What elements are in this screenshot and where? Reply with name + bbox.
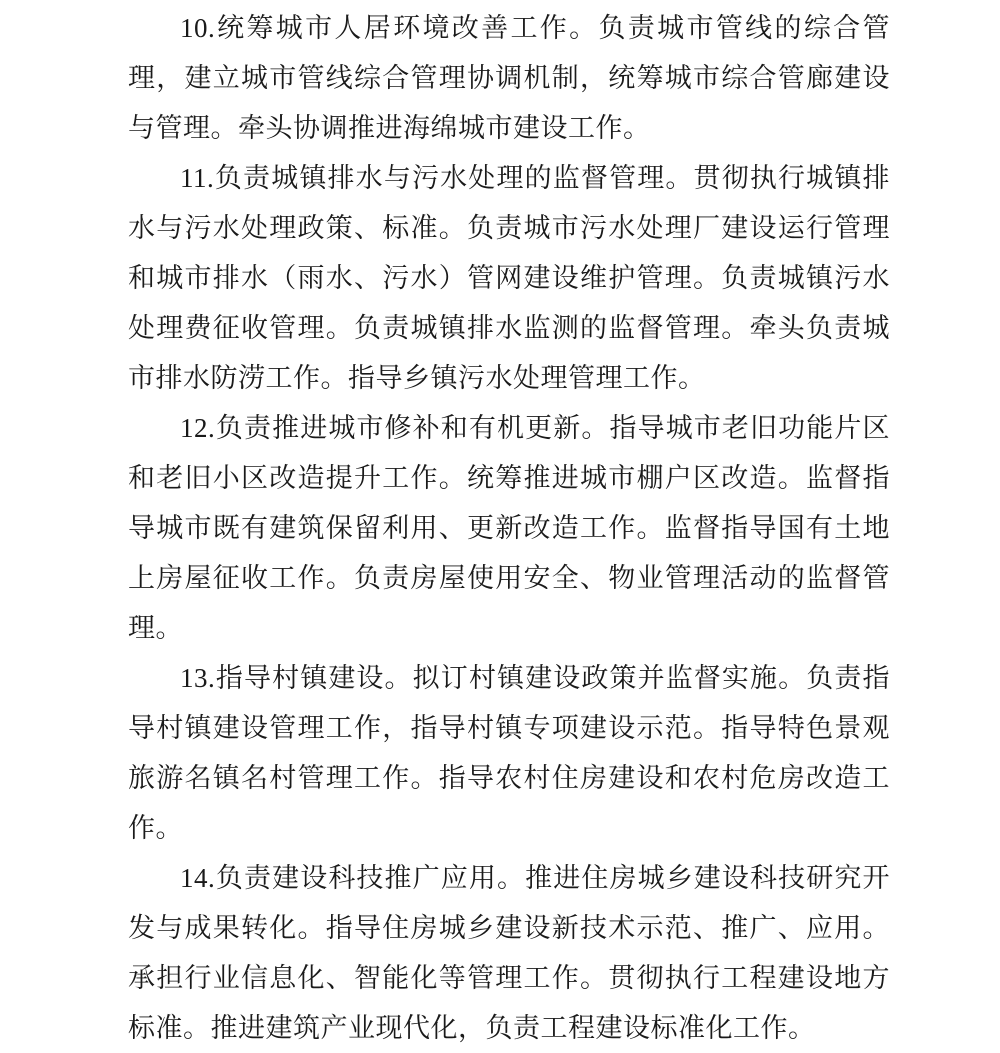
paragraph-10: 10.统筹城市人居环境改善工作。负责城市管线的综合管理，建立城市管线综合管理协调机制，统筹城市综合管廊建设与管理。牵头协调推进海绵城市建设工作。 — [128, 13, 890, 143]
paragraph-12: 12.负责推进城市修补和有机更新。指导城市老旧功能片区和老旧小区改造提升工作。统筹推进城市棚户区改造。监督指导城市既有建筑保留利用、更新改造工作。监督指导国有土地上房屋征收工作。负责房屋使用安全、物业管理活动的监督管理。 — [128, 413, 890, 643]
paragraph-13: 13.指导村镇建设。拟订村镇建设政策并监督实施。负责指导村镇建设管理工作，指导村镇专项建设示范。指导特色景观旅游名镇名村管理工作。指导农村住房建设和农村危房改造工作。 — [128, 663, 890, 843]
paragraph-14: 14.负责建设科技推广应用。推进住房城乡建设科技研究开发与成果转化。指导住房城乡建设新技术示范、推广、应用。承担行业信息化、智能化等管理工作。贯彻执行工程建设地方标准。推进建筑产业现代化，负责工程建设标准化工作。 — [128, 863, 890, 1043]
paragraph-11: 11.负责城镇排水与污水处理的监督管理。贯彻执行城镇排水与污水处理政策、标准。负责城市污水处理厂建设运行管理和城市排水（雨水、污水）管网建设维护管理。负责城镇污水处理费征收管理。负责城镇排水监测的监督管理。牵头负责城市排水防涝工作。指导乡镇污水处理管理工作。 — [128, 163, 890, 393]
